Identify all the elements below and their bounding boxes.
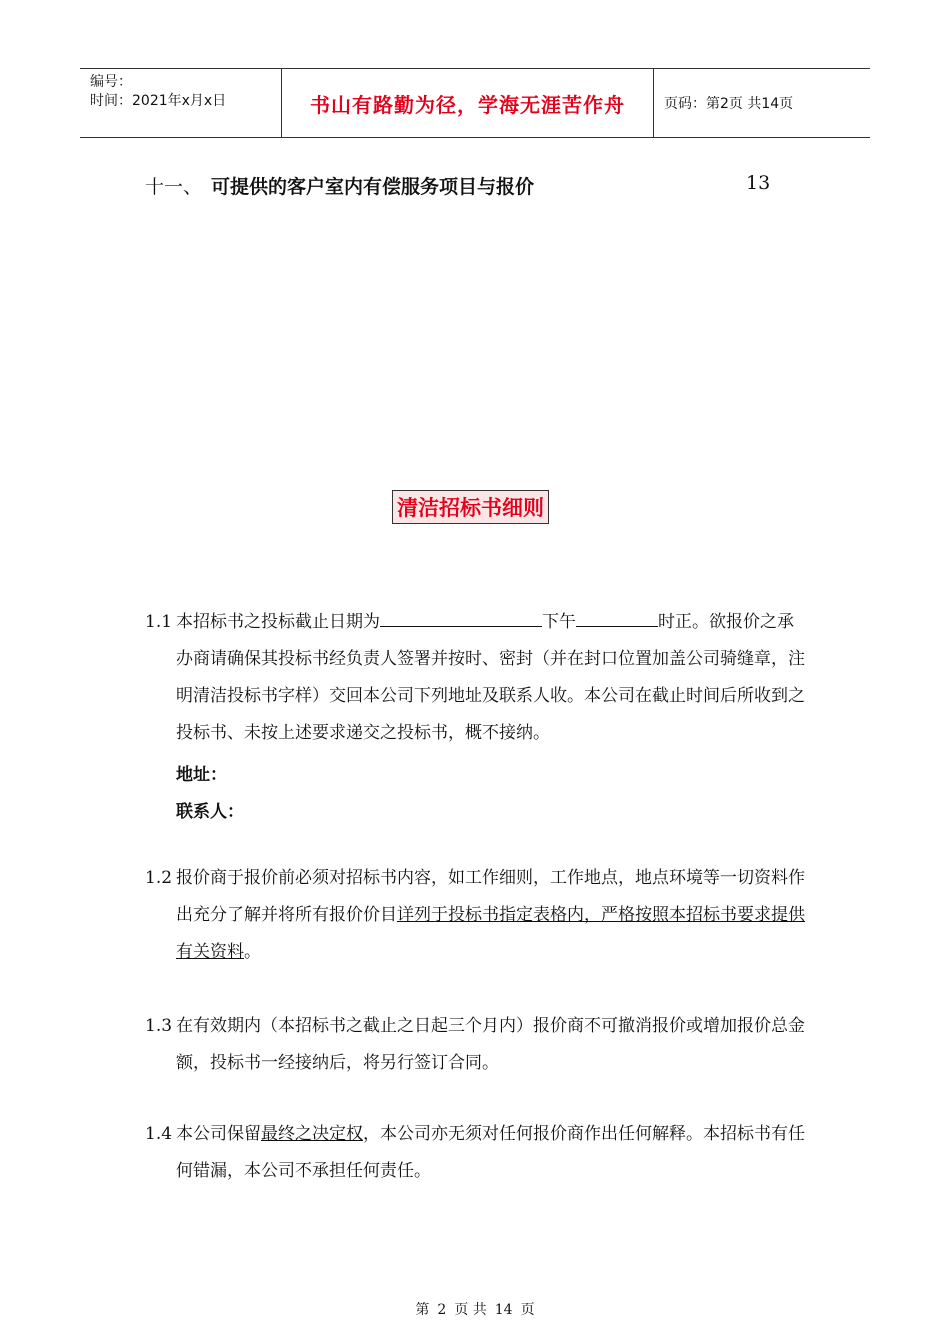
clause-underlined-text: 详列于投标书指定表格内，严格按照本招标书要求提供有关资料 bbox=[176, 905, 805, 962]
clause-1-2 bbox=[145, 860, 809, 971]
header-motto-cell bbox=[281, 69, 654, 137]
clause-1-4 bbox=[145, 1116, 809, 1190]
clause-body bbox=[176, 1116, 809, 1190]
toc-entry bbox=[145, 172, 785, 199]
clause-1-3 bbox=[145, 1008, 809, 1082]
clause-text: 。 bbox=[244, 942, 261, 962]
clause-number: 1.2 bbox=[145, 868, 173, 888]
clause-body bbox=[176, 860, 809, 971]
header-motto: 书山有路勤为径，学海无涯苦作舟 bbox=[310, 92, 625, 117]
footer-prefix: 第 bbox=[415, 1302, 430, 1318]
toc-entry-number: 十一、 bbox=[145, 176, 203, 198]
document-title: 清洁招标书细则 bbox=[397, 496, 544, 520]
deadline-time-blank bbox=[576, 604, 658, 627]
header-page-info: 页码：第2页 共14页 bbox=[664, 96, 794, 112]
contact-label: 联系人： bbox=[176, 802, 244, 822]
clause-text: 本公司保留 bbox=[176, 1124, 261, 1144]
header-number-label: 编号： bbox=[90, 74, 132, 90]
deadline-date-blank bbox=[380, 604, 542, 627]
toc-entry-page: 13 bbox=[746, 172, 771, 194]
footer-current-page: 2 bbox=[437, 1302, 447, 1318]
footer-middle: 页 共 bbox=[454, 1302, 487, 1318]
clause-text: 时正。欲报价之承办商请确保其投标书经负责人签署并按时、密封（并在封口位置加盖公司骑缝章，注明清洁投标书字样）交回本公司下列地址及联系人收。本公司在截止时间后所收到之投标书、未按上述要求递交之投标书，概不接纳。 bbox=[176, 612, 805, 743]
clause-body bbox=[176, 604, 809, 752]
clause-text: ，本公司亦无须对任何报价商作出任何解释。本招标书有任何错漏，本公司不承担任何责任。 bbox=[176, 1124, 805, 1181]
clause-number: 1.4 bbox=[145, 1124, 173, 1144]
document-title-box bbox=[392, 490, 549, 524]
clause-text: 报价商于报价前必须对招标书内容，如工作细则，工作地点，地点环境等一切资料作出充分了解并将所有报价价目 bbox=[176, 868, 805, 925]
header-meta bbox=[80, 69, 281, 137]
footer-total-pages: 14 bbox=[494, 1302, 513, 1318]
toc-entry-title: 可提供的客户室内有偿服务项目与报价 bbox=[211, 176, 535, 198]
clause-text: 下午 bbox=[542, 612, 576, 632]
clause-text: 本招标书之投标截止日期为 bbox=[176, 612, 380, 632]
header-time-label: 时间：2021年x月x日 bbox=[90, 93, 227, 109]
clause-body: 在有效期内（本招标书之截止之日起三个月内）报价商不可撤消报价或增加报价总金额，投标书一经接纳后，将另行签订合同。 bbox=[176, 1016, 805, 1073]
clause-underlined-text: 最终之决定权 bbox=[261, 1124, 363, 1144]
clause-number: 1.3 bbox=[145, 1016, 173, 1036]
clause-1-1 bbox=[145, 604, 809, 752]
footer-suffix: 页 bbox=[520, 1302, 535, 1318]
page-header bbox=[80, 68, 870, 138]
address-label: 地址： bbox=[176, 765, 227, 785]
clause-number: 1.1 bbox=[145, 612, 173, 632]
page-footer bbox=[0, 1299, 950, 1319]
